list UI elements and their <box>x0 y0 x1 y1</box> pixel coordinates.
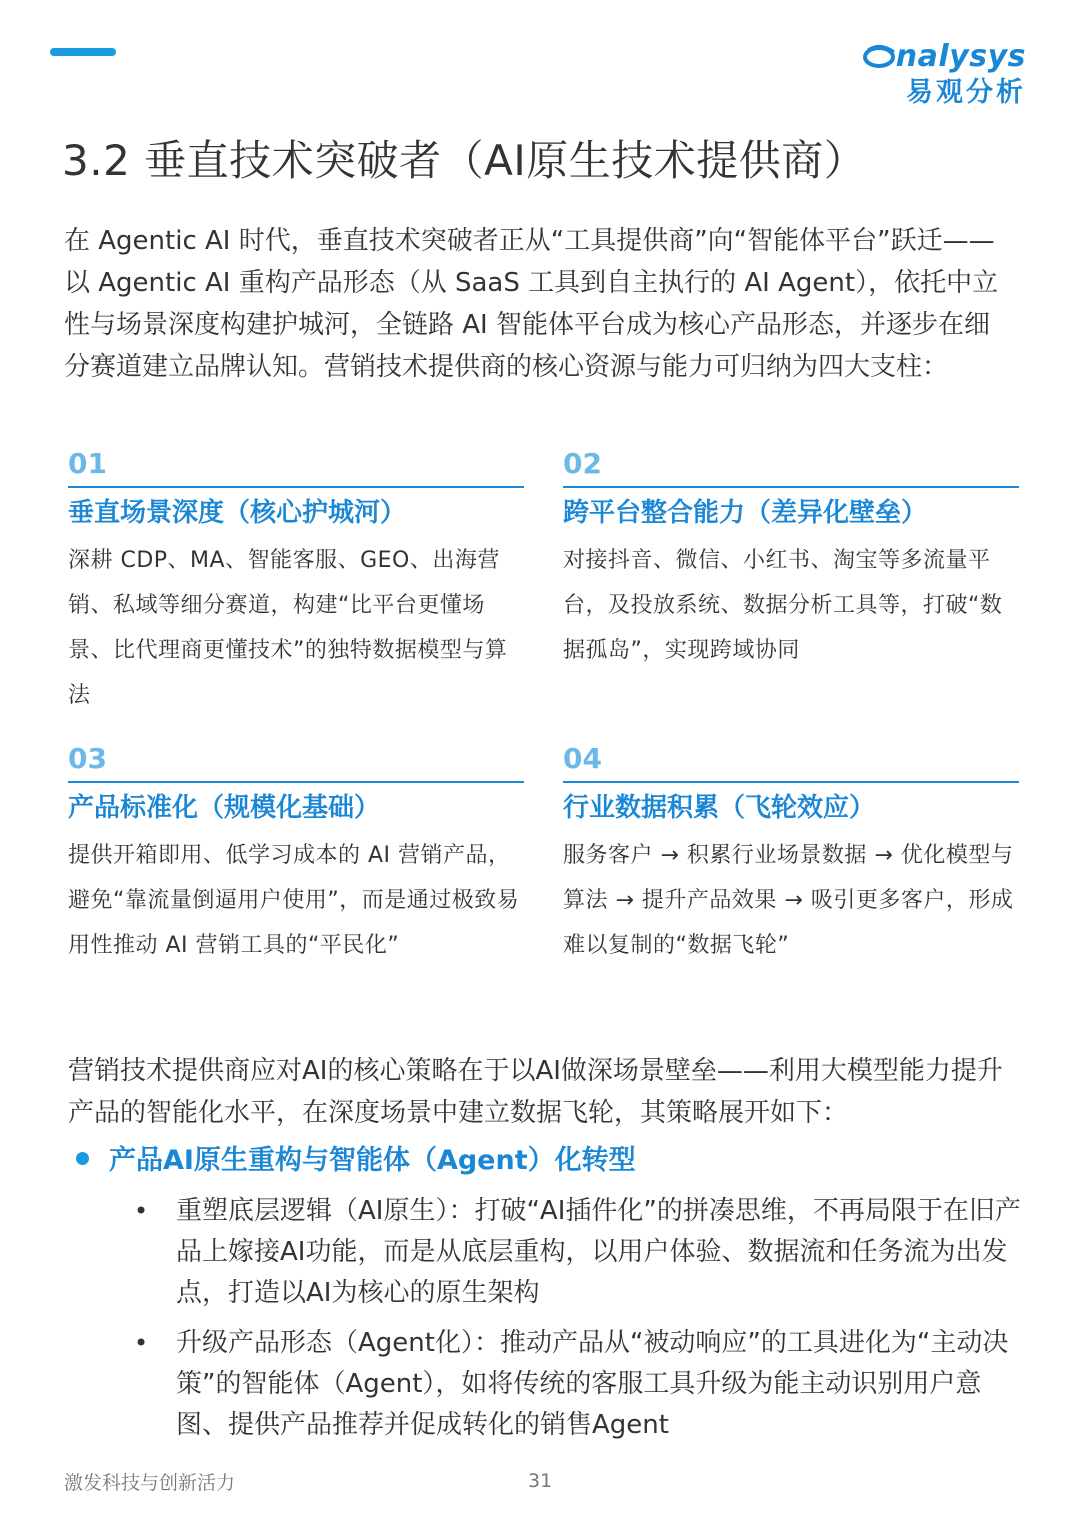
bullet-point-icon: • <box>134 1329 149 1357</box>
bullet-dot-icon <box>76 1152 89 1165</box>
pillar-card <box>68 446 524 718</box>
pillar-body: 对接抖音、微信、小红书、淘宝等多流量平台，及投放系统、数据分析工具等，打破“数据孤岛”，实现跨域协同 <box>563 548 1003 663</box>
pillar-number: 01 <box>68 447 107 480</box>
pillar-title: 跨平台整合能力（差异化壁垒） <box>563 498 928 528</box>
pillar-card <box>563 741 1019 968</box>
bullet-heading <box>76 1140 636 1182</box>
pillar-card <box>563 446 1019 673</box>
top-accent-bar <box>50 48 116 56</box>
pillar-number: 02 <box>563 447 602 480</box>
sub-bullet-item: 升级产品形态（Agent化）：推动产品从“被动响应”的工具进化为“主动决策”的智能体（Agent），如将传统的客服工具升级为能主动识别用户意图、提供产品推荐并促成转化的销售Agent <box>176 1328 1009 1440</box>
pillar-card <box>68 741 524 968</box>
pillar-title: 行业数据积累（飞轮效应） <box>563 793 876 823</box>
sub-bullet-item: 重塑底层逻辑（AI原生）：打破“AI插件化”的拼凑思维，不再局限于在旧产品上嫁接AI功能，而是从底层重构，以用户体验、数据流和任务流为出发点，打造以AI为核心的原生架构 <box>176 1196 1021 1308</box>
pillar-divider <box>68 781 524 783</box>
pillar-body: 服务客户 → 积累行业场景数据 → 优化模型与算法 → 提升产品效果 → 吸引更多客户，形成难以复制的“数据飞轮” <box>563 843 1014 958</box>
brand-logo <box>862 38 1026 110</box>
logo-a-swoosh-icon <box>862 44 896 68</box>
strategy-paragraph: 营销技术提供商应对AI的核心策略在于以AI做深场景壁垒——利用大模型能力提升产品的智能化水平，在深度场景中建立数据飞轮，其策略展开如下： <box>68 1056 1003 1128</box>
intro-paragraph: 在 Agentic AI 时代，垂直技术突破者正从“工具提供商”向“智能体平台”跃迁——以 Agentic AI 重构产品形态（从 SaaS 工具到自主执行的 AI Agent），依托中立性与场景深度构建护城河，全链路 AI 智能体平台成为核心产品形态，并逐步在细分赛道建立品牌认知。营销技术提供商的核心资源与能力可归纳为四大支柱： <box>64 226 999 382</box>
pillar-body: 深耕 CDP、MA、智能客服、GEO、出海营销、私域等细分赛道，构建“比平台更懂场景、比代理商更懂技术”的独特数据模型与算法 <box>68 548 508 708</box>
pillar-body: 提供开箱即用、低学习成本的 AI 营销产品，避免“靠流量倒逼用户使用”，而是通过极致易用性推动 AI 营销工具的“平民化” <box>68 843 520 958</box>
page-title: 3.2 垂直技术突破者（AI原生技术提供商） <box>62 136 867 185</box>
pillar-title: 垂直场景深度（核心护城河） <box>68 498 407 528</box>
bullet-heading-text: 产品AI原生重构与智能体（Agent）化转型 <box>109 1145 636 1176</box>
footer-slogan: 激发科技与创新活力 <box>64 1472 236 1494</box>
pillar-number: 04 <box>563 742 602 775</box>
page-number: 31 <box>528 1470 553 1492</box>
logo-text-en: nalysys <box>895 39 1026 74</box>
pillar-divider <box>563 486 1019 488</box>
bullet-point-icon: • <box>134 1197 149 1225</box>
pillar-title: 产品标准化（规模化基础） <box>68 793 381 823</box>
logo-text-cn: 易观分析 <box>906 77 1026 108</box>
pillar-divider <box>563 781 1019 783</box>
pillar-divider <box>68 486 524 488</box>
pillar-number: 03 <box>68 742 107 775</box>
